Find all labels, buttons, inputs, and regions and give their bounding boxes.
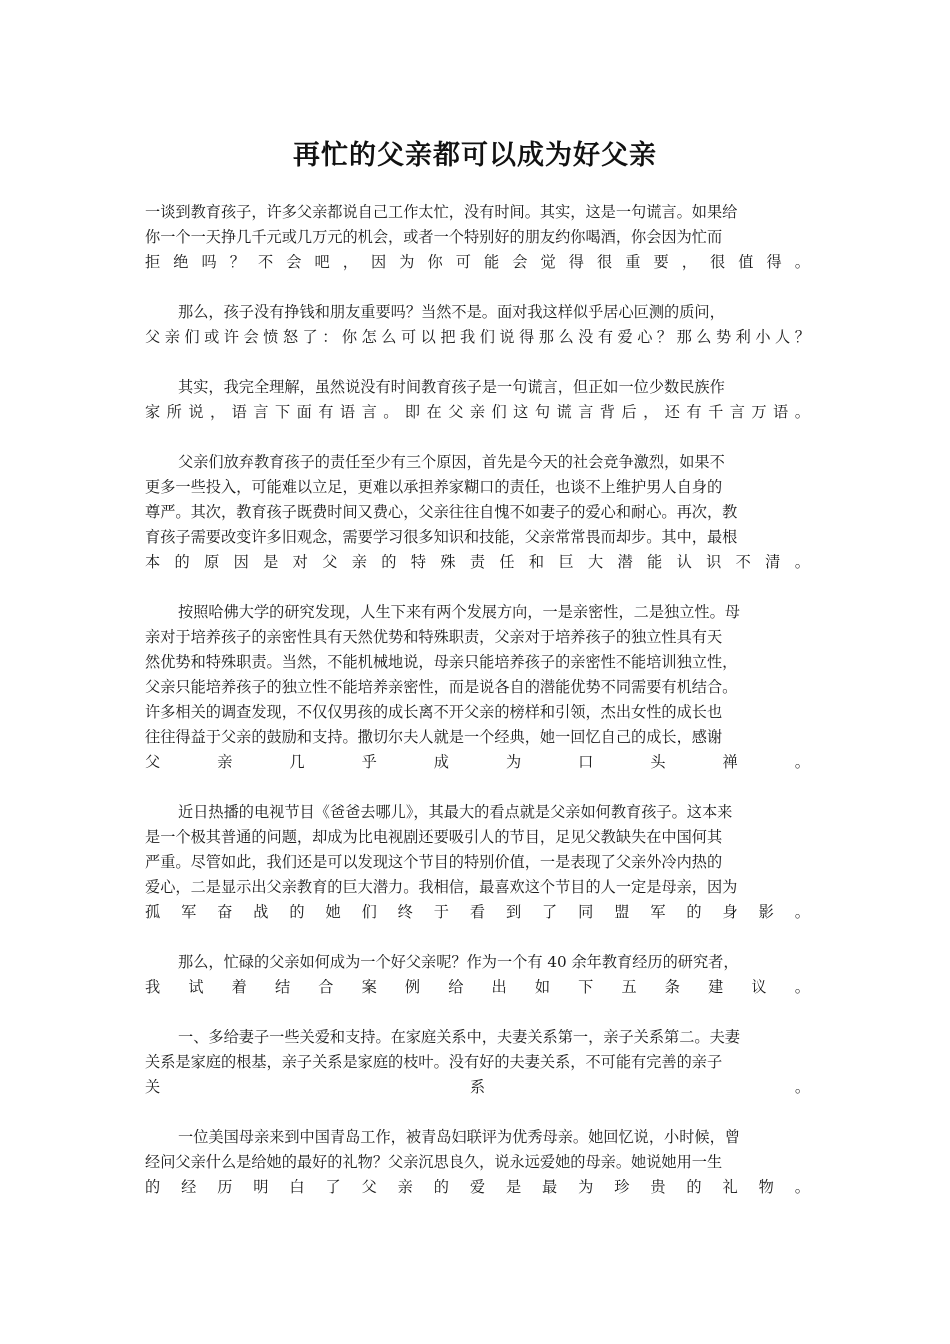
paragraph-line: 经问父亲什么是给她的最好的礼物？父亲沉思良久，说永远爱她的母亲。她说她用一生 (145, 1153, 723, 1171)
paragraph (145, 600, 810, 775)
paragraph-line: 是一个极其普通的问题，却成为比电视剧还要吸引人的节目，足见父教缺失在中国何其 (145, 828, 723, 846)
paragraph (145, 450, 810, 575)
paragraph-line: 按照哈佛大学的研究发现，人生下来有两个发展方向，一是亲密性，二是独立性。母 (178, 603, 740, 621)
paragraph-line: 然优势和特殊职责。当然，不能机械地说，母亲只能培养孩子的亲密性不能培训独立性， (145, 653, 738, 671)
paragraph (145, 800, 810, 925)
paragraph-last-line: 本 的 原 因 是 对 父 亲 的 特 殊 责 任 和 巨 大 潜 能 认 识 不 清 。 (145, 553, 810, 571)
paragraph-line: 尊严。其次，教育孩子既费时间又费心，父亲往往自愧不如妻子的爱心和耐心。再次，教 (145, 503, 738, 521)
paragraph-line: 往往得益于父亲的鼓励和支持。撒切尔夫人就是一个经典，她一回忆自己的成长，感谢 (145, 728, 723, 746)
paragraph-line: 那么，忙碌的父亲如何成为一个好父亲呢？作为一个有 40 余年教育经历的研究者， (178, 953, 739, 971)
paragraph (145, 1125, 810, 1200)
paragraph-line: 爱心，二是显示出父亲教育的巨大潜力。我相信，最喜欢这个节目的人一定是母亲，因为 (145, 878, 738, 896)
paragraph-last-line: 关 系 。 (145, 1078, 810, 1096)
document-title: 再忙的父亲都可以成为好父亲 (293, 140, 657, 171)
paragraph (145, 300, 810, 350)
paragraph-line: 父亲们放弃教育孩子的责任至少有三个原因，首先是今天的社会竞争激烈，如果不 (178, 453, 725, 471)
paragraph-last-line: 我 试 着 结 合 案 例 给 出 如 下 五 条 建 议 。 (145, 978, 810, 996)
paragraph-last-line: 家 所 说 ， 语 言 下 面 有 语 言 。 即 在 父 亲 们 这 句 谎 言 背 后 ， 还 有 千 言 万 语 。 (145, 403, 810, 421)
paragraph-last-line: 的 经 历 明 白 了 父 亲 的 爱 是 最 为 珍 贵 的 礼 物 。 (145, 1178, 810, 1196)
paragraph (145, 950, 810, 1000)
paragraph (145, 375, 810, 425)
paragraph-line: 近日热播的电视节目《爸爸去哪儿》，其最大的看点就是父亲如何教育孩子。这本来 (178, 803, 733, 821)
paragraph-line: 你一个一天挣几千元或几万元的机会，或者一个特别好的朋友约你喝酒，你会因为忙而 (145, 228, 723, 246)
paragraph-line: 其实，我完全理解，虽然说没有时间教育孩子是一句谎言，但正如一位少数民族作 (178, 378, 725, 396)
paragraph-last-line: 父 亲 们 或 许 会 愤 怒 了 ： 你 怎 么 可 以 把 我 们 说 得 那 么 没 有 爱 心 ？ 那 么 势 利 小 人 ？ (145, 328, 810, 346)
document-body (145, 200, 810, 1225)
paragraph-line: 许多相关的调查发现，不仅仅男孩的成长离不开父亲的榜样和引领，杰出女性的成长也 (145, 703, 723, 721)
paragraph (145, 1025, 810, 1100)
paragraph (145, 200, 810, 275)
paragraph-line: 亲对于培养孩子的亲密性具有天然优势和特殊职责，父亲对于培养孩子的独立性具有天 (145, 628, 723, 646)
paragraph-line: 那么，孩子没有挣钱和朋友重要吗？当然不是。面对我这样似乎居心叵测的质问， (178, 303, 725, 321)
paragraph-line: 一位美国母亲来到中国青岛工作，被青岛妇联评为优秀母亲。她回忆说，小时候，曾 (178, 1128, 740, 1146)
paragraph-line: 严重。尽管如此，我们还是可以发现这个节目的特别价值，一是表现了父亲外冷内热的 (145, 853, 723, 871)
paragraph-line: 一、多给妻子一些关爱和支持。在家庭关系中，夫妻关系第一，亲子关系第二。夫妻 (178, 1028, 740, 1046)
paragraph-last-line: 孤 军 奋 战 的 她 们 终 于 看 到 了 同 盟 军 的 身 影 。 (145, 903, 810, 921)
paragraph-line: 育孩子需要改变许多旧观念，需要学习很多知识和技能，父亲常常畏而却步。其中，最根 (145, 528, 738, 546)
paragraph-last-line: 父 亲 几 乎 成 为 口 头 禅 。 (145, 753, 810, 771)
paragraph-line: 更多一些投入，可能难以立足，更难以承担养家糊口的责任，也谈不上维护男人自身的 (145, 478, 723, 496)
paragraph-line: 一谈到教育孩子，许多父亲都说自己工作太忙，没有时间。其实，这是一句谎言。如果给 (145, 203, 738, 221)
paragraph-last-line: 拒 绝 吗 ？ 不 会 吧 ， 因 为 你 可 能 会 觉 得 很 重 要 ， 很 值 得 。 (145, 253, 810, 271)
paragraph-line: 父亲只能培养孩子的独立性不能培养亲密性，而是说各自的潜能优势不同需要有机结合。 (145, 678, 738, 696)
paragraph-line: 关系是家庭的根基，亲子关系是家庭的枝叶。没有好的夫妻关系，不可能有完善的亲子 (145, 1053, 723, 1071)
